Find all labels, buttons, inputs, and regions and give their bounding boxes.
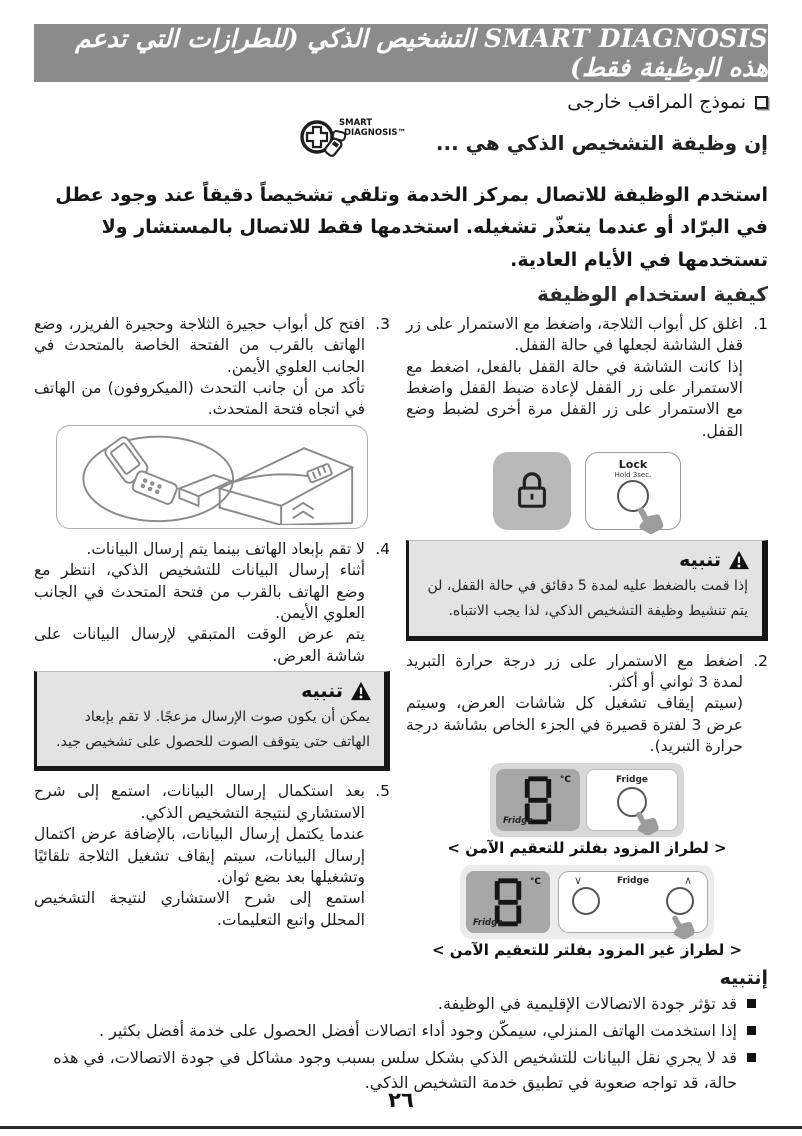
padlock-icon (511, 468, 553, 514)
note-text: قد لا يجري نقل البيانات للتشخيص الذكي بشكل سلس بسبب وجود مشاكل في جودة الاتصالات، في هذه حالة، قد تواجه صعوبة في تطبيق خدمة التشخيص الذكي. (53, 1047, 737, 1093)
step-3 (34, 314, 390, 421)
step-1-text (406, 314, 743, 442)
step-1-number: 1. (753, 314, 768, 333)
lock-buttons-figure (406, 452, 768, 530)
warning-triangle-icon (728, 550, 750, 570)
note-text: قد تؤثر جودة الاتصالات الإقليمية في الوظيفة. (437, 994, 737, 1014)
step-2-number: 2. (753, 651, 768, 670)
step-1-para-2: إذا كانت الشاشة في حالة القفل بالفعل، اضغط مع الاستمرار على زر القفل لإعادة ضبط القفل واضغط مع الاستمرار على زر القفل مرة أخرى لضبط وضع القفل. (406, 357, 743, 440)
caution-text: يمكن أن يكون صوت الإرسال مزعجًا. لا تقم بإبعاد الهاتف حتى يتوقف الصوت للحصول على تشخيص جيد. (56, 709, 370, 751)
fridge-display-label: Fridge (503, 816, 533, 827)
step-2-para-2: (سيتم إيقاف تشغيل كل شاشات العرض، وسيتم عرض 3 لفترة قصيرة في الجزء الخاص بشاشة درجة حرارة التبريد). (406, 694, 744, 756)
step-4-number: 4. (375, 539, 390, 558)
lock-button-label: Lock (618, 458, 648, 472)
step-3-para-1: افتح كل أبواب حجيرة الثلاجة وحجيرة الفريزر، وضع الهاتف بالقرب من الفتحة الخاصة بالمتحدث في الجانب العلوي الأيمن. (34, 314, 365, 376)
control-panel-figure-1 (490, 763, 684, 837)
page-title: SMART DIAGNOSIS التشخيص الذكي (للطرازات التي تدعم هذه الوظيفة فقط) (34, 24, 768, 82)
bullet-square-icon (747, 999, 756, 1008)
step-4-text (34, 539, 365, 667)
lock-button-sublabel: Hold 3sec. (614, 471, 652, 480)
step-2-para-1: اضغط مع الاستمرار على زر درجة حرارة التبريد لمدة 3 ثواني أو أكثر. (406, 651, 743, 691)
chevron-up-icon: ∧ (683, 874, 692, 888)
step-5-para-3: استمع إلى شرح الاستشاري لنتيجة التشخيص المحلل واتبع التعليمات. (34, 889, 365, 929)
warning-triangle-icon (350, 681, 372, 701)
step-3-text (34, 314, 365, 421)
note-item (34, 991, 768, 1017)
caution-title: تنبيه (301, 680, 343, 703)
step-2-text (406, 651, 743, 758)
temperature-display (496, 769, 580, 831)
panel-2-caption: < لطراز غير المزود بفلتر للتعقيم الآمن > (431, 941, 743, 960)
logo-line1: SMART (339, 118, 373, 128)
step-5-number: 5. (375, 782, 390, 801)
step-5-para-2: عندما يكتمل إرسال البيانات، بالإضافة عرض اكتمال إرسال البيانات، سيتم إيقاف تشغيل الثلاجة تلقائيًا وتشغيلها بعد بضع ثوان. (34, 825, 365, 886)
bullet-square-icon (747, 1053, 756, 1062)
panel-1-caption: < لطراز المزود بفلتر للتعقيم الآمن > (447, 839, 727, 858)
how-to-heading: كيفية استخدام الوظيفة (536, 281, 768, 306)
footer-rule (0, 1126, 802, 1129)
caution-box-sound (34, 671, 390, 771)
caution-box-lock (406, 540, 768, 640)
chevron-down-icon: ∨ (574, 874, 583, 888)
updown-header (559, 872, 707, 886)
checkbox-square-icon (755, 96, 768, 109)
fridge-updown-panel (558, 871, 708, 933)
fridge-phone-illustration (56, 425, 368, 529)
step-5 (34, 781, 390, 931)
step-2 (406, 651, 768, 758)
fridge-line-art (62, 429, 362, 525)
two-column-body (34, 314, 768, 964)
page-number: ٢٦ (388, 1088, 414, 1112)
notes-section (34, 967, 768, 1095)
smart-diagnosis-wordmark (339, 118, 406, 138)
caution-text: إذا قمت بالضغط عليه لمدة 5 دقائق في حالة القفل، لن يتم تنشيط وظيفة التشخيص الذكي، لذا يجب الانتباه. (427, 578, 748, 620)
note-text: إذا استخدمت الهاتف المنزلي، سيمكّن وجود أداء اتصالات أفضل الحصول على خدمة أفضل بكثير . (98, 1020, 737, 1040)
step-5-text (34, 781, 365, 931)
fridge-display-label: Fridge (473, 918, 503, 929)
model-note (34, 91, 768, 113)
intro-paragraph: استخدم الوظيفة للاتصال بمركز الخدمة وتلقي تشخيصاً دقيقاً عند وجود عطل في البرّاد أو عندما يتعذّر تشغيله. استخدمها فقط للاتصال بالمستشار ولا تستخدمها في الأيام العادية. (55, 184, 768, 271)
lock-indicator-button (493, 452, 571, 530)
smart-diagnosis-logo (297, 115, 417, 165)
step-4-para-3: يتم عرض الوقت المتبقي لإرسال البيانات على شاشة العرض. (34, 625, 365, 665)
step-5-para-1: بعد استكمال إرسال البيانات، استمع إلى شرح الاستشاري لنتيجة التشخيص الذكي. (34, 782, 365, 822)
logo-line2: DIAGNOSIS™ (344, 128, 407, 139)
note-item (34, 1018, 768, 1044)
chevron-marks (293, 503, 314, 518)
step-3-number: 3. (375, 314, 390, 333)
intro-heading: إن وظيفة التشخيص الذكي هي ... (435, 131, 768, 155)
caution-title-row (421, 549, 750, 571)
caution-title-row (49, 680, 372, 702)
celsius-unit: °C (559, 775, 571, 786)
temperature-display (466, 871, 550, 933)
fridge-button-label: Fridge (616, 875, 650, 886)
notes-heading: إنتبيه (719, 967, 768, 990)
step-3-para-2: تأكد من أن جانب التحدث (الميكروفون) من الهاتف في اتجاه فتحة المتحدث. (34, 379, 365, 419)
model-note-text: نموذج المراقب خارجى (567, 91, 746, 113)
step-4 (34, 539, 390, 667)
lock-hold-button (585, 452, 681, 530)
intro-row (34, 113, 768, 175)
caution-title: تنبيه (679, 549, 721, 572)
step-4-para-2: أثناء إرسال البيانات للتشخيص الذكي، انتظر مع وضع الهاتف بالقرب من فتحة المتحدث في الجانب العلوي الأيمن. (34, 561, 365, 622)
control-panel-figure-2 (460, 865, 714, 939)
bullet-square-icon (747, 1026, 756, 1035)
step-1-para-1: اغلق كل أبواب الثلاجة، واضغط مع الاستمرار على زر قفل الشاشة لجعلها في حالة القفل. (406, 314, 743, 355)
column-right (406, 314, 768, 964)
step-4-para-1: لا تقم بإبعاد الهاتف بينما يتم إرسال البيانات. (86, 539, 365, 558)
celsius-unit: °C (529, 877, 541, 888)
fridge-button-panel (586, 769, 678, 831)
fridge-button-label: Fridge (615, 775, 649, 786)
step-1 (406, 314, 768, 442)
column-left (34, 314, 390, 935)
down-button-circle (572, 887, 600, 915)
